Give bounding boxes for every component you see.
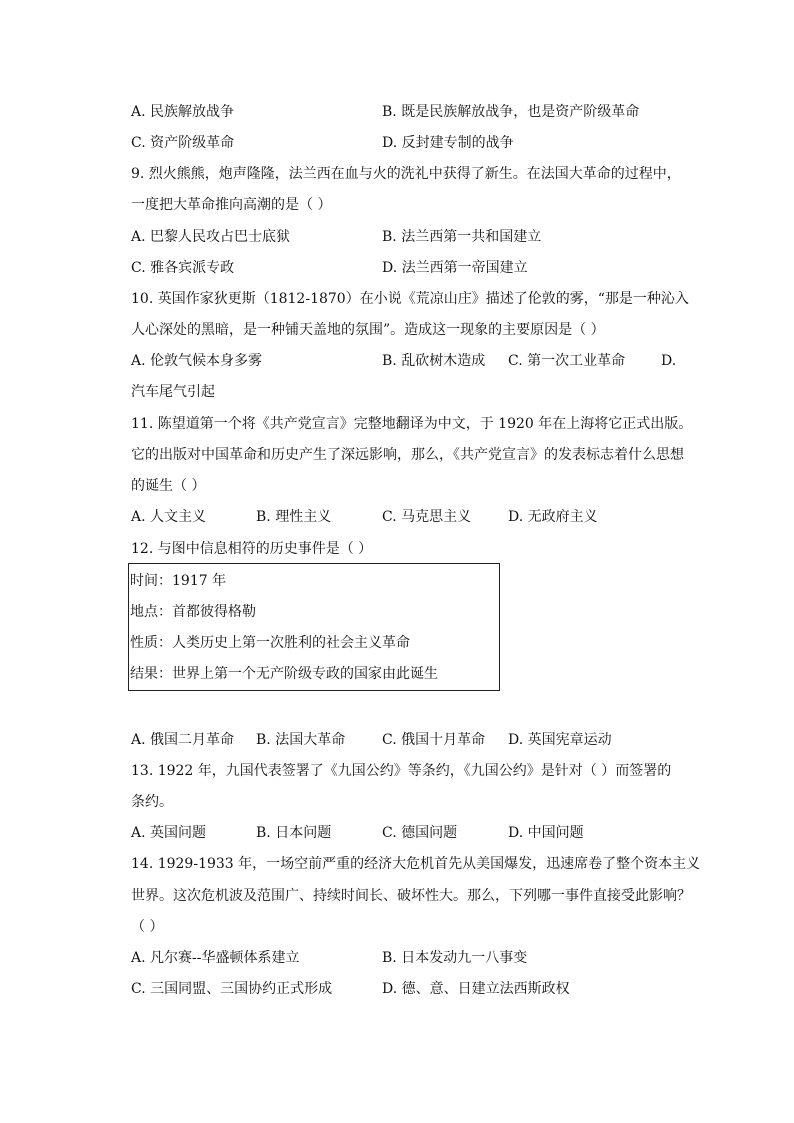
q13-option-c: C. 德国问题 — [382, 825, 458, 841]
q11-stem-line-1: 11. 陈望道第一个将《共产党宣言》完整地翻译为中文，于 1920 年在上海将它正式出版。 — [131, 416, 693, 432]
q10-option-d-text: 汽车尾气引起 — [131, 384, 215, 400]
q14-stem-line-3: （ ） — [131, 919, 164, 935]
q12-stem-line-1: 12. 与图中信息相符的历史事件是（ ） — [131, 541, 373, 557]
q13-option-d: D. 中国问题 — [508, 825, 584, 841]
q12-box-nature: 性质：人类历史上第一次胜利的社会主义革命 — [130, 635, 410, 651]
q13-option-a: A. 英国问题 — [131, 825, 207, 841]
q12-box-result: 结果：世界上第一个无产阶级专政的国家由此诞生 — [130, 666, 438, 682]
q11-option-d: D. 无政府主义 — [508, 509, 598, 525]
q11-stem-line-2: 它的出版对中国革命和历史产生了深远影响，那么，《共产党宣言》的发表标志着什么思想 — [131, 447, 684, 463]
q8-option-a: A. 民族解放战争 — [131, 104, 235, 120]
q9-stem-line-2: 一度把大革命推向高潮的是（ ） — [131, 197, 332, 213]
q13-stem-line-1: 13. 1922 年，九国代表签署了《九国公约》等条约，《九国公约》是针对（ ）而签署的 — [131, 763, 672, 779]
q10-stem-line-2: 人心深处的黑暗，是一种铺天盖地的氛围”。造成这一现象的主要原因是（ ） — [131, 322, 605, 338]
q12-info-box — [128, 563, 500, 691]
q8-option-c: C. 资产阶级革命 — [131, 135, 235, 151]
q14-option-c: C. 三国同盟、三国协约正式形成 — [131, 981, 333, 997]
q14-option-b: B. 日本发动九一八事变 — [382, 950, 528, 966]
q11-stem-line-3: 的诞生（ ） — [131, 478, 206, 494]
q12-option-c: C. 俄国十月革命 — [382, 732, 486, 748]
q12-option-a: A. 俄国二月革命 — [131, 732, 235, 748]
q11-option-c: C. 马克思主义 — [382, 509, 472, 525]
q10-option-a: A. 伦敦气候本身多雾 — [131, 353, 263, 369]
q13-stem-line-2: 条约。 — [131, 794, 173, 810]
q10-option-d: D. — [661, 353, 677, 369]
q14-stem-line-2: 世界。这次危机波及范围广、持续时间长、破坏性大。那么，下列哪一事件直接受此影响？ — [131, 888, 691, 904]
q14-option-d: D. 德、意、日建立法西斯政权 — [382, 981, 570, 997]
q9-option-d: D. 法兰西第一帝国建立 — [382, 260, 528, 276]
q10-option-c: C. 第一次工业革命 — [508, 353, 626, 369]
q10-stem-line-1: 10. 英国作家狄更斯（1812-1870）在小说《荒凉山庄》描述了伦敦的雾，“那是一种沁入 — [131, 291, 689, 307]
q14-option-a: A. 凡尔赛--华盛顿体系建立 — [131, 950, 300, 966]
q12-box-place: 地点：首都彼得格勒 — [130, 604, 256, 620]
q9-option-b: B. 法兰西第一共和国建立 — [382, 229, 542, 245]
q14-stem-line-1: 14. 1929-1933 年，一场空前严重的经济大危机首先从美国爆发，迅速席卷了整个资本主义 — [131, 856, 701, 872]
q11-option-a: A. 人文主义 — [131, 509, 207, 525]
q12-option-d: D. 英国宪章运动 — [508, 732, 612, 748]
q9-option-c: C. 雅各宾派专政 — [131, 260, 235, 276]
q13-option-b: B. 日本问题 — [256, 825, 332, 841]
q12-box-time: 时间：1917 年 — [130, 573, 227, 589]
q10-option-b: B. 乱砍树木造成 — [382, 353, 486, 369]
q9-option-a: A. 巴黎人民攻占巴士底狱 — [131, 229, 291, 245]
q9-stem-line-1: 9. 烈火熊熊，炮声隆隆，法兰西在血与火的洗礼中获得了新生。在法国大革命的过程中， — [131, 166, 681, 182]
q8-option-d: D. 反封建专制的战争 — [382, 135, 514, 151]
q8-option-b: B. 既是民族解放战争，也是资产阶级革命 — [382, 104, 640, 120]
q12-option-b: B. 法国大革命 — [256, 732, 346, 748]
q11-option-b: B. 理性主义 — [256, 509, 332, 525]
